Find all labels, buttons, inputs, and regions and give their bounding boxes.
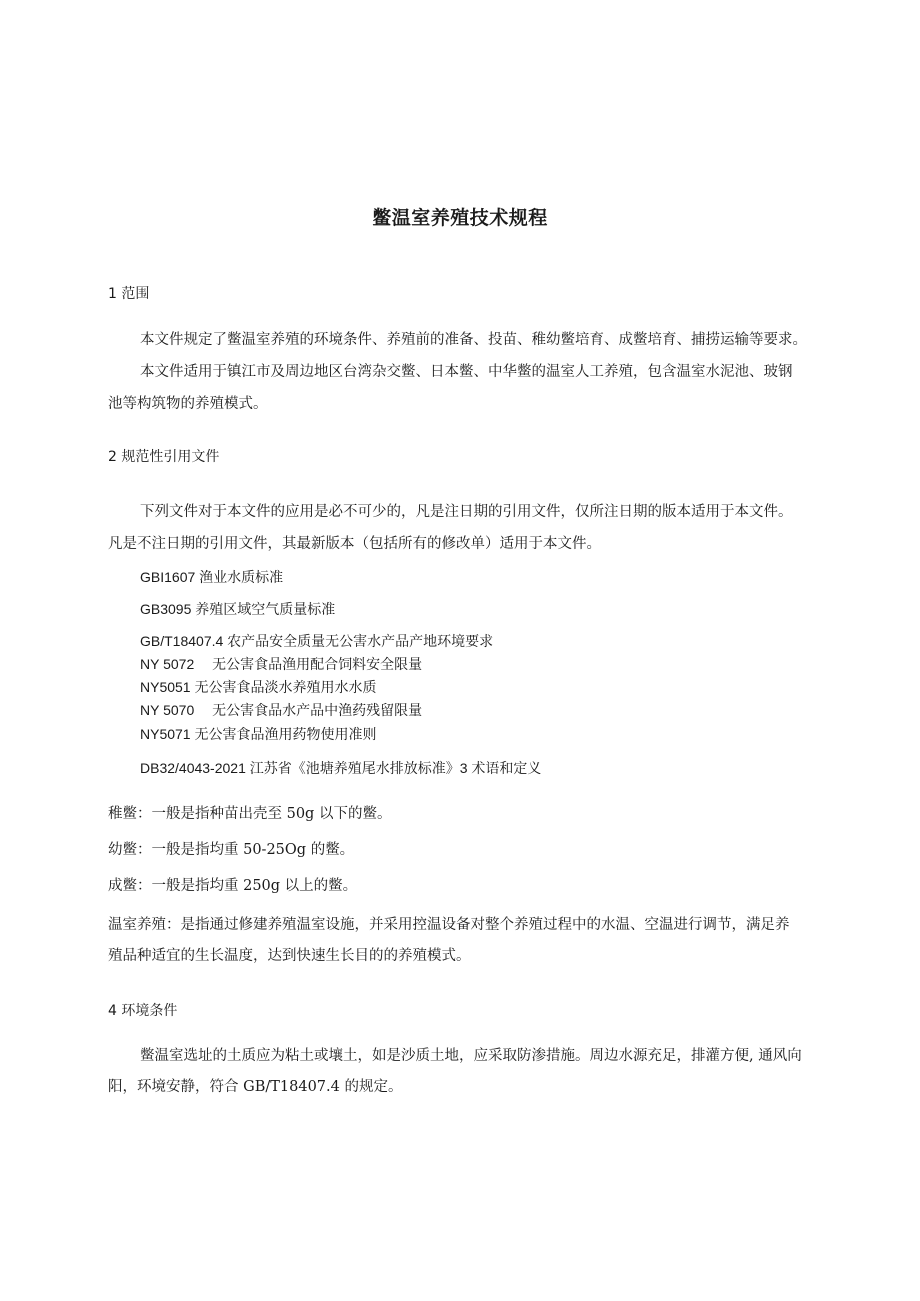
term-definition-juvenile: 幼鳖：一般是指均重 50-25Og 的鳖。 [108, 842, 355, 858]
document-title: 鳖温室养殖技术规程 [372, 207, 548, 229]
normative-intro-line-2: 凡是不注日期的引用文件，其最新版本（包括所有的修改单）适用于本文件。 [108, 536, 601, 552]
reference-item: GB/T18407.4 农产品安全质量无公害水产品产地环境要求 [140, 633, 494, 649]
section-heading-environment: 4 环境条件 [108, 1003, 178, 1019]
section-heading-scope: 1 范围 [108, 286, 150, 302]
term-definition-greenhouse-line-2: 殖品种适宜的生长温度，达到快速生长目的的养殖模式。 [108, 948, 471, 964]
reference-item: NY5051 无公害食品淡水养殖用水水质 [140, 679, 377, 695]
term-definition-adult: 成鳖：一般是指均重 250g 以上的鳖。 [108, 878, 358, 894]
reference-item: GBI1607 渔业水质标准 [140, 569, 284, 585]
reference-item: NY 5070 无公害食品水产品中渔药残留限量 [140, 702, 423, 718]
environment-paragraph-line-1: 鳖温室选址的土质应为粘土或壤土，如是沙质土地，应采取防渗措施。周边水源充足，排灌方便, 通风向 [140, 1048, 802, 1064]
environment-paragraph-line-2: 阳，环境安静，符合 GB/T18407.4 的规定。 [108, 1079, 403, 1095]
term-definition-hatchling: 稚鳖：一般是指种苗出壳至 50g 以下的鳖。 [108, 806, 392, 822]
term-definition-greenhouse-line-1: 温室养殖：是指通过修建养殖温室设施，并采用控温设备对整个养殖过程中的水温、空温进行调节，满足养 [108, 917, 790, 933]
reference-item: GB3095 养殖区域空气质量标准 [140, 601, 336, 617]
scope-paragraph-2-line-1: 本文件适用于镇江市及周边地区台湾杂交鳖、日本鳖、中华鳖的温室人工养殖，包含温室水泥池、玻钢 [140, 364, 793, 380]
scope-paragraph-1: 本文件规定了鳖温室养殖的环境条件、养殖前的准备、投苗、稚幼鳖培育、成鳖培育、捕捞运输等要求。 [140, 332, 807, 348]
section-heading-normative-references: 2 规范性引用文件 [108, 449, 220, 465]
normative-intro-line-1: 下列文件对于本文件的应用是必不可少的，凡是注日期的引用文件，仅所注日期的版本适用于本文件。 [140, 504, 793, 520]
scope-paragraph-2-line-2: 池等构筑物的养殖模式。 [108, 396, 268, 412]
reference-item: NY5071 无公害食品渔用药物使用准则 [140, 726, 377, 742]
reference-item: DB32/4043-2021 江苏省《池塘养殖尾水排放标准》3 术语和定义 [140, 760, 542, 776]
reference-item: NY 5072 无公害食品渔用配合饲料安全限量 [140, 656, 423, 672]
